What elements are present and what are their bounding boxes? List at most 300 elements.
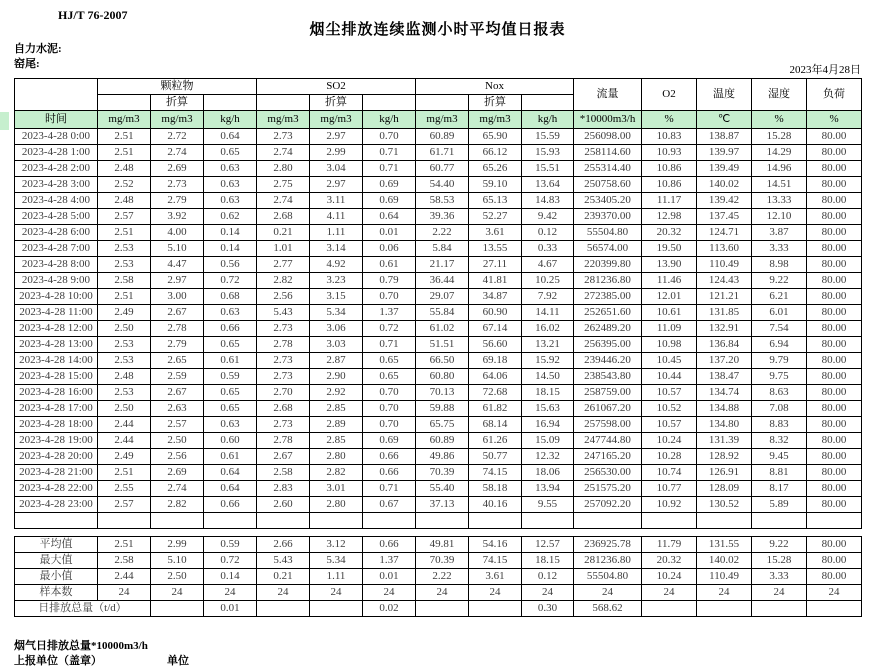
unit-o2: % xyxy=(642,111,697,129)
value-cell: 0.68 xyxy=(204,289,257,305)
value-cell: 2.73 xyxy=(151,177,204,193)
value-cell: 2.85 xyxy=(310,401,363,417)
value-cell: 10.86 xyxy=(642,177,697,193)
value-cell: 2.74 xyxy=(257,193,310,209)
value-cell: 0.65 xyxy=(363,353,416,369)
value-cell: 0.63 xyxy=(204,177,257,193)
value-cell: 281236.80 xyxy=(574,273,642,289)
value-cell: 24 xyxy=(151,585,204,601)
value-cell: 50.77 xyxy=(469,449,522,465)
value-cell: 10.61 xyxy=(642,305,697,321)
value-cell: 4.67 xyxy=(522,257,574,273)
value-cell: 29.07 xyxy=(416,289,469,305)
summary-label: 平均值 xyxy=(15,537,98,553)
table-row xyxy=(15,369,862,385)
sub-blank xyxy=(98,95,151,111)
time-column-header: 时间 xyxy=(15,111,98,129)
value-cell: 0.21 xyxy=(257,569,310,585)
empty-cell xyxy=(522,513,574,529)
time-cell: 2023-4-28 20:00 xyxy=(15,449,98,465)
unit-nox-raw: mg/m3 xyxy=(416,111,469,129)
value-cell: 0.65 xyxy=(204,401,257,417)
time-cell: 2023-4-28 21:00 xyxy=(15,465,98,481)
unit-nox-converted: mg/m3 xyxy=(469,111,522,129)
value-cell: 5.10 xyxy=(151,241,204,257)
value-cell: 80.00 xyxy=(807,225,862,241)
time-cell: 2023-4-28 5:00 xyxy=(15,209,98,225)
value-cell: 55.40 xyxy=(416,481,469,497)
value-cell: 134.74 xyxy=(697,385,752,401)
value-cell: 0.66 xyxy=(204,497,257,513)
value-cell: 58.18 xyxy=(469,481,522,497)
value-cell: 60.80 xyxy=(416,369,469,385)
value-cell: 0.70 xyxy=(363,129,416,145)
value-cell: 131.39 xyxy=(697,433,752,449)
value-cell: 80.00 xyxy=(807,257,862,273)
value-cell xyxy=(642,601,697,617)
value-cell: 0.64 xyxy=(204,465,257,481)
value-cell: 131.85 xyxy=(697,305,752,321)
summary-label: 最大值 xyxy=(15,553,98,569)
value-cell: 80.00 xyxy=(807,337,862,353)
value-cell: 139.97 xyxy=(697,145,752,161)
time-cell: 2023-4-28 9:00 xyxy=(15,273,98,289)
value-cell: 0.66 xyxy=(363,537,416,553)
time-cell: 2023-4-28 6:00 xyxy=(15,225,98,241)
value-cell: 3.12 xyxy=(310,537,363,553)
value-cell: 80.00 xyxy=(807,537,862,553)
value-cell xyxy=(310,601,363,617)
table-row xyxy=(15,273,862,289)
value-cell: 3.33 xyxy=(752,569,807,585)
sub-converted-nox: 折算 xyxy=(469,95,522,111)
value-cell: 2.57 xyxy=(98,209,151,225)
value-cell: 131.55 xyxy=(697,537,752,553)
value-cell: 8.32 xyxy=(752,433,807,449)
col-header-flow: 流量 xyxy=(574,79,642,111)
header-row-groups xyxy=(15,79,862,95)
value-cell: 257598.00 xyxy=(574,417,642,433)
value-cell: 41.81 xyxy=(469,273,522,289)
value-cell: 14.11 xyxy=(522,305,574,321)
table-row xyxy=(15,145,862,161)
value-cell: 1.11 xyxy=(310,225,363,241)
value-cell: 56.60 xyxy=(469,337,522,353)
monitoring-location: 窑尾: xyxy=(14,58,40,70)
value-cell: 80.00 xyxy=(807,305,862,321)
value-cell: 2.82 xyxy=(257,273,310,289)
value-cell: 126.91 xyxy=(697,465,752,481)
table-row xyxy=(15,433,862,449)
value-cell: 20.32 xyxy=(642,553,697,569)
empty-cell xyxy=(204,513,257,529)
empty-cell xyxy=(151,513,204,529)
value-cell: 0.60 xyxy=(204,433,257,449)
value-cell: 80.00 xyxy=(807,129,862,145)
value-cell: 24 xyxy=(522,585,574,601)
value-cell: 60.89 xyxy=(416,433,469,449)
header-row-units xyxy=(15,111,862,129)
report-date: 2023年4月28日 xyxy=(789,64,861,76)
value-cell: 15.93 xyxy=(522,145,574,161)
value-cell: 124.43 xyxy=(697,273,752,289)
value-cell: 137.45 xyxy=(697,209,752,225)
sub-converted-so2: 折算 xyxy=(310,95,363,111)
value-cell: 49.86 xyxy=(416,449,469,465)
time-cell: 2023-4-28 0:00 xyxy=(15,129,98,145)
value-cell: 138.47 xyxy=(697,369,752,385)
value-cell: 2.53 xyxy=(98,337,151,353)
value-cell: 80.00 xyxy=(807,497,862,513)
value-cell xyxy=(257,601,310,617)
value-cell: 2.73 xyxy=(257,369,310,385)
value-cell: 11.46 xyxy=(642,273,697,289)
reporting-unit-label: 上报单位（盖章） xyxy=(14,655,102,667)
time-header-blank xyxy=(15,79,98,111)
value-cell: 10.74 xyxy=(642,465,697,481)
value-cell: 80.00 xyxy=(807,145,862,161)
summary-row xyxy=(15,553,862,569)
value-cell: 24 xyxy=(257,585,310,601)
time-cell: 2023-4-28 12:00 xyxy=(15,321,98,337)
value-cell: 10.45 xyxy=(642,353,697,369)
value-cell: 2.51 xyxy=(98,129,151,145)
value-cell: 2.58 xyxy=(257,465,310,481)
value-cell: 80.00 xyxy=(807,321,862,337)
value-cell: 0.71 xyxy=(363,481,416,497)
value-cell: 0.66 xyxy=(363,465,416,481)
value-cell: 4.11 xyxy=(310,209,363,225)
value-cell xyxy=(752,601,807,617)
value-cell xyxy=(469,601,522,617)
value-cell: 13.55 xyxy=(469,241,522,257)
value-cell: 61.02 xyxy=(416,321,469,337)
value-cell: 2.74 xyxy=(151,481,204,497)
sub-blank xyxy=(204,95,257,111)
value-cell: 59.88 xyxy=(416,401,469,417)
value-cell: 2.99 xyxy=(310,145,363,161)
unit-temperature: ℃ xyxy=(697,111,752,129)
value-cell: 0.71 xyxy=(363,145,416,161)
value-cell: 137.20 xyxy=(697,353,752,369)
value-cell: 256395.00 xyxy=(574,337,642,353)
value-cell: 0.61 xyxy=(204,449,257,465)
value-cell: 20.32 xyxy=(642,225,697,241)
value-cell: 0.71 xyxy=(363,161,416,177)
value-cell: 80.00 xyxy=(807,273,862,289)
value-cell: 113.60 xyxy=(697,241,752,257)
value-cell: 10.24 xyxy=(642,433,697,449)
value-cell: 2.67 xyxy=(257,449,310,465)
value-cell: 0.69 xyxy=(363,177,416,193)
standard-code: HJ/T 76-2007 xyxy=(58,8,128,22)
value-cell: 12.57 xyxy=(522,537,574,553)
value-cell: 2.74 xyxy=(151,145,204,161)
value-cell: 238543.80 xyxy=(574,369,642,385)
value-cell: 3.87 xyxy=(752,225,807,241)
value-cell: 262489.20 xyxy=(574,321,642,337)
company-name: 自力水泥: xyxy=(14,43,62,55)
table-row xyxy=(15,353,862,369)
value-cell: 0.02 xyxy=(363,601,416,617)
value-cell: 13.64 xyxy=(522,177,574,193)
value-cell: 10.93 xyxy=(642,145,697,161)
value-cell: 54.16 xyxy=(469,537,522,553)
value-cell: 261067.20 xyxy=(574,401,642,417)
value-cell: 80.00 xyxy=(807,569,862,585)
time-cell: 2023-4-28 14:00 xyxy=(15,353,98,369)
value-cell: 0.66 xyxy=(363,449,416,465)
value-cell: 128.92 xyxy=(697,449,752,465)
value-cell: 12.32 xyxy=(522,449,574,465)
value-cell: 4.92 xyxy=(310,257,363,273)
value-cell: 0.33 xyxy=(522,241,574,257)
value-cell: 0.01 xyxy=(363,225,416,241)
value-cell: 2.70 xyxy=(257,385,310,401)
value-cell: 2.89 xyxy=(310,417,363,433)
value-cell: 9.55 xyxy=(522,497,574,513)
value-cell: 12.01 xyxy=(642,289,697,305)
monitoring-table xyxy=(14,78,862,617)
value-cell: 70.39 xyxy=(416,553,469,569)
value-cell: 80.00 xyxy=(807,553,862,569)
value-cell: 2.73 xyxy=(257,129,310,145)
value-cell: 8.98 xyxy=(752,257,807,273)
summary-label: 样本数 xyxy=(15,585,98,601)
value-cell: 0.63 xyxy=(204,417,257,433)
value-cell: 80.00 xyxy=(807,401,862,417)
value-cell: 15.59 xyxy=(522,129,574,145)
value-cell: 55504.80 xyxy=(574,569,642,585)
value-cell: 24 xyxy=(310,585,363,601)
time-cell: 2023-4-28 19:00 xyxy=(15,433,98,449)
value-cell: 5.10 xyxy=(151,553,204,569)
value-cell: 59.10 xyxy=(469,177,522,193)
value-cell xyxy=(807,601,862,617)
value-cell: 5.84 xyxy=(416,241,469,257)
value-cell: 0.59 xyxy=(204,369,257,385)
value-cell xyxy=(416,601,469,617)
value-cell: 2.78 xyxy=(257,433,310,449)
value-cell: 70.13 xyxy=(416,385,469,401)
value-cell: 9.22 xyxy=(752,537,807,553)
value-cell: 281236.80 xyxy=(574,553,642,569)
value-cell: 140.02 xyxy=(697,553,752,569)
value-cell: 15.09 xyxy=(522,433,574,449)
value-cell: 10.92 xyxy=(642,497,697,513)
value-cell: 64.06 xyxy=(469,369,522,385)
col-header-o2: O2 xyxy=(642,79,697,111)
time-cell: 2023-4-28 4:00 xyxy=(15,193,98,209)
value-cell: 2.48 xyxy=(98,161,151,177)
empty-cell xyxy=(257,513,310,529)
value-cell: 67.14 xyxy=(469,321,522,337)
value-cell: 2.92 xyxy=(310,385,363,401)
table-row xyxy=(15,385,862,401)
value-cell: 0.69 xyxy=(363,193,416,209)
value-cell: 2.53 xyxy=(98,353,151,369)
unit-so2-rate: kg/h xyxy=(363,111,416,129)
value-cell: 74.15 xyxy=(469,465,522,481)
value-cell: 258114.60 xyxy=(574,145,642,161)
value-cell: 0.06 xyxy=(363,241,416,257)
value-cell: 52.27 xyxy=(469,209,522,225)
value-cell: 2.51 xyxy=(98,537,151,553)
value-cell: 2.57 xyxy=(151,417,204,433)
time-cell: 2023-4-28 22:00 xyxy=(15,481,98,497)
table-row xyxy=(15,177,862,193)
value-cell: 0.65 xyxy=(204,145,257,161)
value-cell: 1.37 xyxy=(363,553,416,569)
value-cell: 239446.20 xyxy=(574,353,642,369)
summary-label: 最小值 xyxy=(15,569,98,585)
table-row xyxy=(15,465,862,481)
value-cell: 2.73 xyxy=(257,321,310,337)
value-cell: 9.42 xyxy=(522,209,574,225)
value-cell: 128.09 xyxy=(697,481,752,497)
value-cell: 10.83 xyxy=(642,129,697,145)
value-cell xyxy=(697,601,752,617)
value-cell: 2.97 xyxy=(151,273,204,289)
value-cell: 3.01 xyxy=(310,481,363,497)
value-cell: 80.00 xyxy=(807,449,862,465)
unit-flow: *10000m3/h xyxy=(574,111,642,129)
value-cell: 6.01 xyxy=(752,305,807,321)
col-header-load: 负荷 xyxy=(807,79,862,111)
value-cell: 110.49 xyxy=(697,569,752,585)
value-cell: 2.55 xyxy=(98,481,151,497)
value-cell: 0.61 xyxy=(363,257,416,273)
value-cell: 2.77 xyxy=(257,257,310,273)
table-row xyxy=(15,305,862,321)
value-cell: 2.50 xyxy=(151,569,204,585)
value-cell: 2.68 xyxy=(257,209,310,225)
value-cell: 80.00 xyxy=(807,353,862,369)
value-cell: 139.49 xyxy=(697,161,752,177)
value-cell: 80.00 xyxy=(807,385,862,401)
table-row xyxy=(15,337,862,353)
col-header-temperature: 温度 xyxy=(697,79,752,111)
daily-total-row xyxy=(15,601,862,617)
value-cell: 18.06 xyxy=(522,465,574,481)
value-cell: 247165.20 xyxy=(574,449,642,465)
value-cell: 24 xyxy=(807,585,862,601)
value-cell: 9.45 xyxy=(752,449,807,465)
value-cell: 139.42 xyxy=(697,193,752,209)
value-cell: 65.75 xyxy=(416,417,469,433)
flue-gas-total-note: 烟气日排放总量*10000m3/h xyxy=(14,640,148,652)
value-cell: 121.21 xyxy=(697,289,752,305)
value-cell: 10.86 xyxy=(642,161,697,177)
unit-pm-converted: mg/m3 xyxy=(151,111,204,129)
value-cell: 2.50 xyxy=(151,433,204,449)
value-cell: 2.80 xyxy=(310,497,363,513)
value-cell: 15.28 xyxy=(752,129,807,145)
value-cell: 2.85 xyxy=(310,433,363,449)
value-cell: 2.67 xyxy=(151,385,204,401)
value-cell: 13.21 xyxy=(522,337,574,353)
value-cell: 2.90 xyxy=(310,369,363,385)
value-cell: 16.02 xyxy=(522,321,574,337)
value-cell: 2.44 xyxy=(98,569,151,585)
value-cell: 2.53 xyxy=(98,241,151,257)
value-cell: 0.14 xyxy=(204,225,257,241)
value-cell: 55.84 xyxy=(416,305,469,321)
value-cell: 0.65 xyxy=(363,369,416,385)
value-cell: 0.21 xyxy=(257,225,310,241)
value-cell: 256530.00 xyxy=(574,465,642,481)
empty-cell xyxy=(574,513,642,529)
value-cell: 134.80 xyxy=(697,417,752,433)
value-cell: 2.73 xyxy=(257,353,310,369)
value-cell: 0.65 xyxy=(204,385,257,401)
table-row xyxy=(15,161,862,177)
value-cell: 2.52 xyxy=(98,177,151,193)
value-cell: 2.57 xyxy=(98,497,151,513)
value-cell: 61.71 xyxy=(416,145,469,161)
value-cell: 8.81 xyxy=(752,465,807,481)
value-cell: 80.00 xyxy=(807,481,862,497)
value-cell: 5.34 xyxy=(310,553,363,569)
value-cell: 3.14 xyxy=(310,241,363,257)
value-cell: 0.01 xyxy=(363,569,416,585)
value-cell: 15.63 xyxy=(522,401,574,417)
value-cell: 0.72 xyxy=(363,321,416,337)
value-cell: 14.29 xyxy=(752,145,807,161)
value-cell: 136.84 xyxy=(697,337,752,353)
sub-blank xyxy=(363,95,416,111)
value-cell xyxy=(151,601,204,617)
value-cell: 0.63 xyxy=(204,161,257,177)
value-cell: 2.66 xyxy=(257,537,310,553)
table-row xyxy=(15,225,862,241)
value-cell: 60.77 xyxy=(416,161,469,177)
group-header-pm: 颗粒物 xyxy=(98,79,257,95)
value-cell: 0.70 xyxy=(363,385,416,401)
value-cell: 2.69 xyxy=(151,161,204,177)
value-cell: 0.64 xyxy=(204,129,257,145)
value-cell: 13.33 xyxy=(752,193,807,209)
value-cell: 10.52 xyxy=(642,401,697,417)
value-cell: 2.73 xyxy=(257,417,310,433)
value-cell: 34.87 xyxy=(469,289,522,305)
gap-cell xyxy=(15,529,862,537)
value-cell: 80.00 xyxy=(807,433,862,449)
time-cell: 2023-4-28 7:00 xyxy=(15,241,98,257)
value-cell: 2.51 xyxy=(98,465,151,481)
value-cell: 3.06 xyxy=(310,321,363,337)
value-cell: 9.75 xyxy=(752,369,807,385)
value-cell: 2.79 xyxy=(151,193,204,209)
value-cell: 12.10 xyxy=(752,209,807,225)
value-cell: 74.15 xyxy=(469,553,522,569)
value-cell: 1.11 xyxy=(310,569,363,585)
value-cell: 2.97 xyxy=(310,177,363,193)
value-cell: 0.70 xyxy=(363,417,416,433)
value-cell: 80.00 xyxy=(807,161,862,177)
value-cell: 66.50 xyxy=(416,353,469,369)
unit-pm-rate: kg/h xyxy=(204,111,257,129)
value-cell: 0.72 xyxy=(204,553,257,569)
value-cell: 2.63 xyxy=(151,401,204,417)
value-cell: 0.12 xyxy=(522,569,574,585)
value-cell: 0.61 xyxy=(204,353,257,369)
value-cell: 2.80 xyxy=(257,161,310,177)
value-cell: 0.59 xyxy=(204,537,257,553)
empty-row xyxy=(15,513,862,529)
value-cell: 272385.00 xyxy=(574,289,642,305)
value-cell: 2.72 xyxy=(151,129,204,145)
